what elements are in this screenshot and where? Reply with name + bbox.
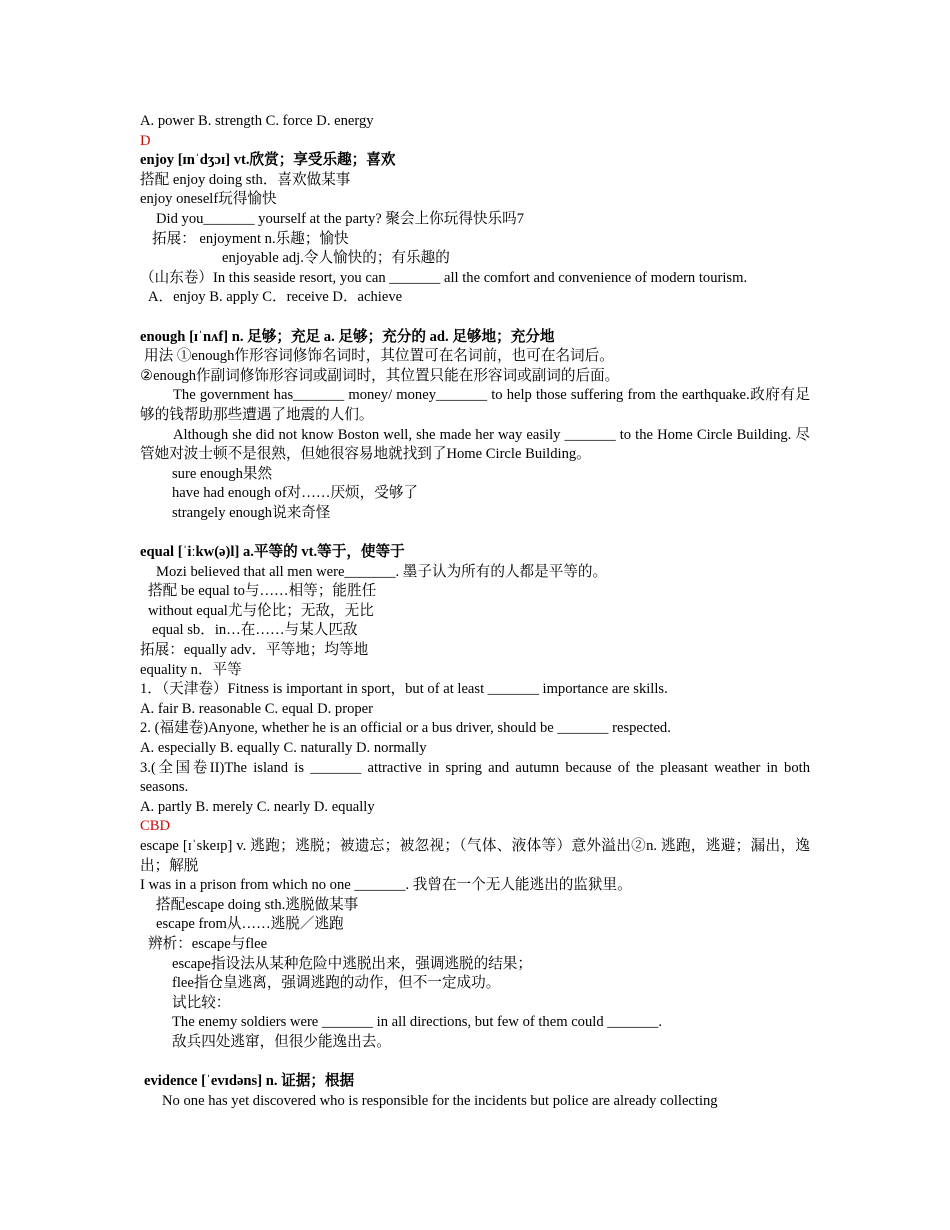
spacer xyxy=(140,523,810,543)
extension-line: 拓展： enjoyment n.乐趣；愉快 xyxy=(152,230,349,247)
discrimination-line: escape指设法从某种危险中逃脱出来，强调逃脱的结果； xyxy=(172,955,532,972)
phrase-line: have had enough of对……厌烦，受够了 xyxy=(172,485,419,502)
example-sentence: Although she did not know Boston well, she made her way easily _______ to the Home Circle Building. 尽管她对波士顿不是很熟，但她很容易地就找到了Home Circle Building。 xyxy=(140,426,810,463)
entry-heading-enough: enough [ɪˈnʌf] n. 足够；充足 a. 足够；充分的 ad. 足够地；充分地 xyxy=(140,328,555,345)
discrimination-line: flee指仓皇逃离，强调逃跑的动作，但不一定成功。 xyxy=(172,975,501,992)
exam-question: 1．（天津卷）Fitness is important in sport，but of at least _______ importance are skills. xyxy=(140,681,668,698)
extension-line: 拓展：equally adv．平等地；均等地 xyxy=(140,642,369,659)
entry-heading-equal: equal [ˈiːkw(ə)l] a.平等的 vt.等于，使等于 xyxy=(140,544,405,561)
choice-line: A. fair B. reasonable C. equal D. proper xyxy=(140,700,374,717)
example-sentence: I was in a prison from which no one _______. 我曾在一个无人能逃出的监狱里。 xyxy=(140,877,632,894)
spacer xyxy=(140,308,810,328)
compare-label: 试比较： xyxy=(172,994,231,1011)
collocation-line: equal sb．in…在……与某人匹敌 xyxy=(152,622,358,639)
spacer xyxy=(140,1053,810,1073)
example-sentence: Mozi believed that all men were_______. 墨子认为所有的人都是平等的。 xyxy=(156,563,608,580)
phrase-line: sure enough果然 xyxy=(172,465,273,482)
entry-heading-enjoy: enjoy [ɪnˈdʒɔɪ] vt.欣赏；享受乐趣；喜欢 xyxy=(140,152,396,169)
example-sentence: The enemy soldiers were _______ in all directions, but few of them could _______. xyxy=(172,1014,662,1031)
answer-key: CBD xyxy=(140,818,171,835)
exam-question: 3.(全国卷II)The island is _______ attractive in spring and autumn because of the pleasant weather in both seasons. xyxy=(140,759,810,796)
entry-heading-escape: escape [ɪˈskeɪp] v. 逃跑；逃脱；被遗忘；被忽视；（气体、液体等）意外溢出②n. 逃跑，逃避；漏出，逸出；解脱 xyxy=(140,837,810,874)
phrase-line: strangely enough说来奇怪 xyxy=(172,504,331,521)
example-sentence: No one has yet discovered who is responsible for the incidents but police are already collecting xyxy=(162,1092,718,1109)
extension-line: enjoyable adj.令人愉快的；有乐趣的 xyxy=(222,250,450,267)
exam-question: 2. (福建卷)Anyone, whether he is an official or a bus driver, should be _______ respected. xyxy=(140,720,671,737)
collocation-line: 搭配 be equal to与……相等；能胜任 xyxy=(148,583,377,600)
choice-line: A. partly B. merely C. nearly D. equally xyxy=(140,798,375,815)
choice-line: A. especially B. equally C. naturally D. normally xyxy=(140,740,427,756)
answer-key: D xyxy=(140,132,151,149)
choice-line: A. power B. strength C. force D. energy xyxy=(140,113,374,129)
entry-heading-evidence: evidence [ˈevɪdəns] n. 证据；根据 xyxy=(144,1073,355,1090)
exam-question: （山东卷）In this seaside resort, you can _______ all the comfort and convenience of modern tourism. xyxy=(140,269,748,286)
collocation-line: 搭配 enjoy doing sth．喜欢做某事 xyxy=(140,171,351,188)
discrimination-heading: 辨析：escape与flee xyxy=(148,935,268,952)
example-sentence: The government has_______ money/ money_______ to help those suffering from the earthquake.政府有足够的钱帮助那些遭遇了地震的人们。 xyxy=(140,387,810,423)
collocation-line: escape from从……逃脱／逃跑 xyxy=(156,916,344,933)
collocation-line: 搭配escape doing sth.逃脱做某事 xyxy=(156,896,359,913)
collocation-line: enjoy oneself玩得愉快 xyxy=(140,191,277,208)
document-page xyxy=(140,112,810,1111)
example-sentence: Did you_______ yourself at the party? 聚会上你玩得快乐吗7 xyxy=(156,210,525,227)
choice-line: A．enjoy B. apply C．receive D．achieve xyxy=(148,289,403,306)
extension-line: equality n．平等 xyxy=(140,661,242,678)
usage-line: ②enough作副词修饰形容词或副词时，其位置只能在形容词或副词的后面。 xyxy=(140,367,620,384)
collocation-line: without equal尤与伦比；无敌，无比 xyxy=(148,602,374,619)
usage-line: 用法 ①enough作形容词修饰名词时，其位置可在名词前，也可在名词后。 xyxy=(144,348,614,365)
translation-line: 敌兵四处逃窜，但很少能逸出去。 xyxy=(172,1033,391,1050)
